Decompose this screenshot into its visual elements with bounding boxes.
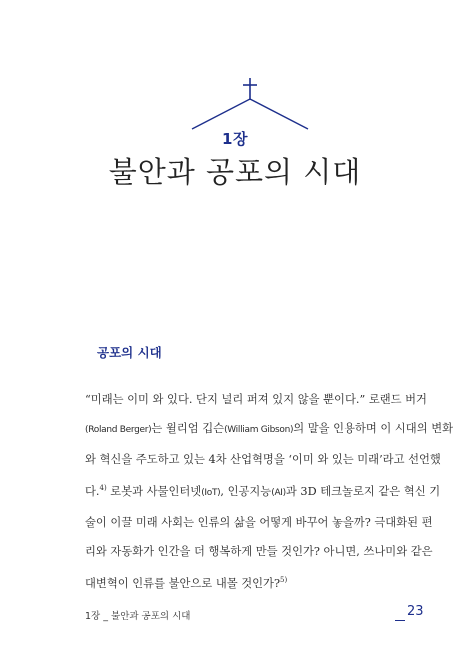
body-text: , 인공지능	[220, 485, 272, 498]
section-heading: 공포의 시대	[97, 345, 162, 360]
body-line	[85, 414, 454, 445]
body-line: 리와 자동화가 인간을 더 행복하게 만들 것인가? 아니면, 쓰나미와 같은	[85, 545, 433, 558]
footer-rule	[395, 620, 405, 621]
body-text: 로봇과 사물인터넷	[106, 485, 202, 498]
body-text: 의 말을 인용하며 이 시대의 변화	[293, 422, 454, 435]
body-text: 대변혁이 인류를 불안으로 내몰 것인가?	[85, 577, 281, 590]
body-line: 술이 이끌 미래 사회는 인류의 삶을 어떻게 바꾸어 놓을까? 극대화된 편	[85, 516, 433, 529]
chapter-number: 1장	[222, 130, 248, 148]
footnote-reference[interactable]: 5)	[280, 576, 288, 584]
body-text: 다.	[85, 485, 100, 498]
footnote-reference[interactable]: 4)	[99, 484, 107, 492]
body-text: 과 3D 테크놀로지 같은 혁신 기	[285, 485, 441, 498]
body-line	[85, 474, 441, 508]
chapter-title: 불안과 공포의 시대	[108, 155, 362, 189]
body-paragraph	[85, 385, 454, 598]
foreign-name: (Roland Berger)	[85, 425, 152, 435]
foreign-name: (William Gibson)	[224, 425, 294, 435]
body-line: “미래는 이미 와 있다. 단지 널리 퍼져 있지 않을 뿐이다.” 로랜드 버거	[85, 393, 427, 406]
running-footer: 1장 _ 불안과 공포의 시대	[85, 611, 191, 622]
body-line: 와 혁신을 주도하고 있는 4차 산업혁명을 ‘이미 와 있는 미래’라고 선언했	[85, 453, 441, 466]
foreign-name: (IoT)	[201, 488, 221, 498]
body-text: 는 윌리엄 깁슨	[151, 422, 225, 435]
page-number: 23	[407, 604, 424, 619]
cross-roof-icon	[190, 76, 310, 132]
foreign-name: (AI)	[271, 488, 286, 498]
body-line	[85, 566, 405, 598]
